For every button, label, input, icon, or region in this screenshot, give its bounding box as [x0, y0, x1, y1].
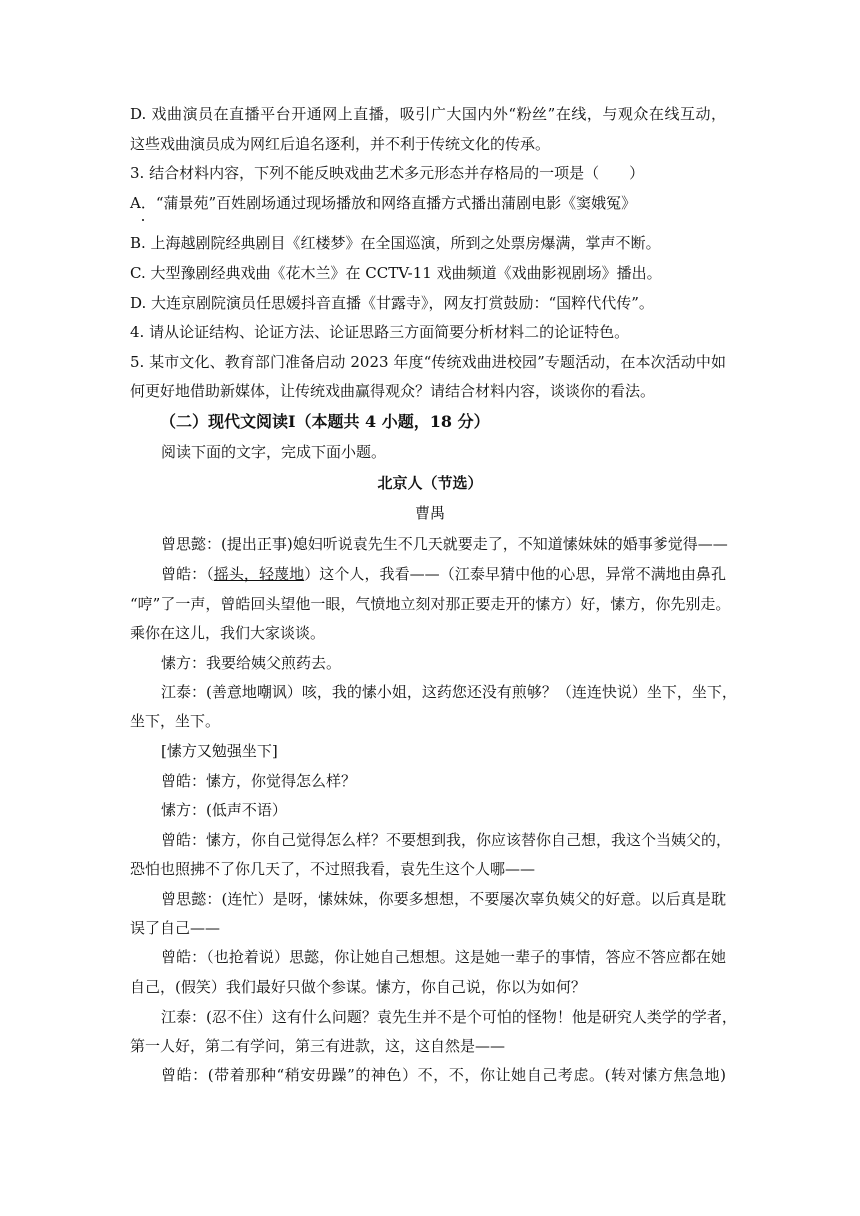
underlined-stage-direction: 摇头，轻蔑地 [213, 565, 305, 583]
passage-line: 曾皓：(带着那种“稍安毋躁”的神色）不，不，你让她自己考虑。(转对愫方焦急地) [161, 1066, 726, 1084]
q4-stem: 4. 请从论证结构、论证方法、论证思路三方面简要分析材料二的论证特色。 [130, 323, 630, 341]
passage-line: 愫方：我要给姨父煎药去。 [161, 654, 342, 672]
passage-line: 曾皓：（也抢着说）思懿，你让她自己想想。这是她一辈子的事情，答应不答应都在她 [161, 948, 726, 966]
passage-line: 曾皓：愫方，你自己觉得怎么样？不要想到我，你应该替你自己想，我这个当姨父的， [161, 831, 732, 849]
passage-line: 江泰：(忍不住）这有什么问题？袁先生并不是个可怕的怪物！他是研究人类学的学者， [161, 1008, 737, 1026]
passage-line: 自己，(假笑）我们最好只做个参谋。愫方，你自己说，你以为如何？ [130, 978, 586, 996]
passage-line: 误了自己—— [130, 919, 221, 937]
q3-option-b: B. 上海越剧院经典剧目《红楼梦》在全国巡演，所到之处票房爆满，掌声不断。 [130, 234, 661, 252]
q2-option-d-line1: D. 戏曲演员在直播平台开通网上直播，吸引广大国内外“粉丝”在线，与观众在线互动， [130, 105, 726, 123]
passage-line: [愫方又勉强坐下] [161, 742, 278, 760]
passage-line: 江泰：(善意地嘲讽）咳，我的愫小姐，这药您还没有煎够？（连连快说）坐下，坐下， [161, 683, 737, 701]
q3-option-d: D. 大连京剧院演员任思媛抖音直播《甘露寺》，网友打赏鼓励：“国粹代代传”。 [130, 294, 654, 312]
q2-option-d-line2: 这些戏曲演员成为网红后追名逐利，并不利于传统文化的传承。 [130, 135, 551, 153]
passage-line: 曾思懿：(提出正事)媳妇听说袁先生不几天就要走了，不知道愫妹妹的婚事爹觉得—— [161, 535, 728, 553]
passage-line: 乘你在这儿，我们大家谈谈。 [130, 624, 326, 642]
q3-stem: 3. 结合材料内容，下列不能反映戏曲艺术多元形态并存格局的一项是（ ） [130, 164, 645, 182]
passage-title: 北京人（节选） [377, 474, 483, 492]
section-heading: （二）现代文阅读Ⅰ（本题共 4 小题，18 分） [160, 412, 490, 431]
q5-line2: 何更好地借助新媒体，让传统戏曲赢得观众？请结合材料内容，谈谈你的看法。 [130, 382, 656, 400]
passage-text: 曾皓：（ [161, 565, 214, 583]
passage-line [161, 563, 726, 585]
passage-line: 曾皓：愫方，你觉得怎么样？ [161, 772, 357, 790]
passage-line: 愫方：(低声不语） [161, 801, 287, 819]
passage-line: 第一人好，第二有学问，第三有进款，这，这自然是—— [130, 1037, 506, 1055]
passage-line: 曾思懿：(连忙）是呀，愫妹妹，你要多想想，不要屡次辜负姨父的好意。以后真是耽 [161, 890, 726, 908]
passage-text: ）这个人，我看——（江泰早猜中他的心思，异常不满地由鼻孔 [304, 565, 726, 583]
passage-line: 坐下，坐下。 [130, 712, 221, 730]
emphasis-dot-mark [142, 219, 144, 221]
q3-option-a: A．“蒲景苑”百姓剧场通过现场播放和网络直播方式播出蒲剧电影《窦娥冤》 [130, 194, 637, 212]
passage-line: “哼”了一声，曾皓回头望他一眼，气愤地立刻对那正要走开的愫方）好，愫方，你先别走。 [130, 595, 731, 613]
q5-line1: 5. 某市文化、教育部门准备启动 2023 年度“传统戏曲进校园”专题活动，在本次活动中如 [130, 353, 726, 371]
passage-line: 恐怕也照拂不了你几天了，不过照我看，袁先生这个人哪—— [130, 860, 536, 878]
passage-author: 曹禺 [414, 504, 445, 522]
section-instruction: 阅读下面的文字，完成下面小题。 [161, 443, 387, 461]
q3-option-c: C. 大型豫剧经典戏曲《花木兰》在 CCTV-11 戏曲频道《戏曲影视剧场》播出。 [130, 264, 662, 282]
